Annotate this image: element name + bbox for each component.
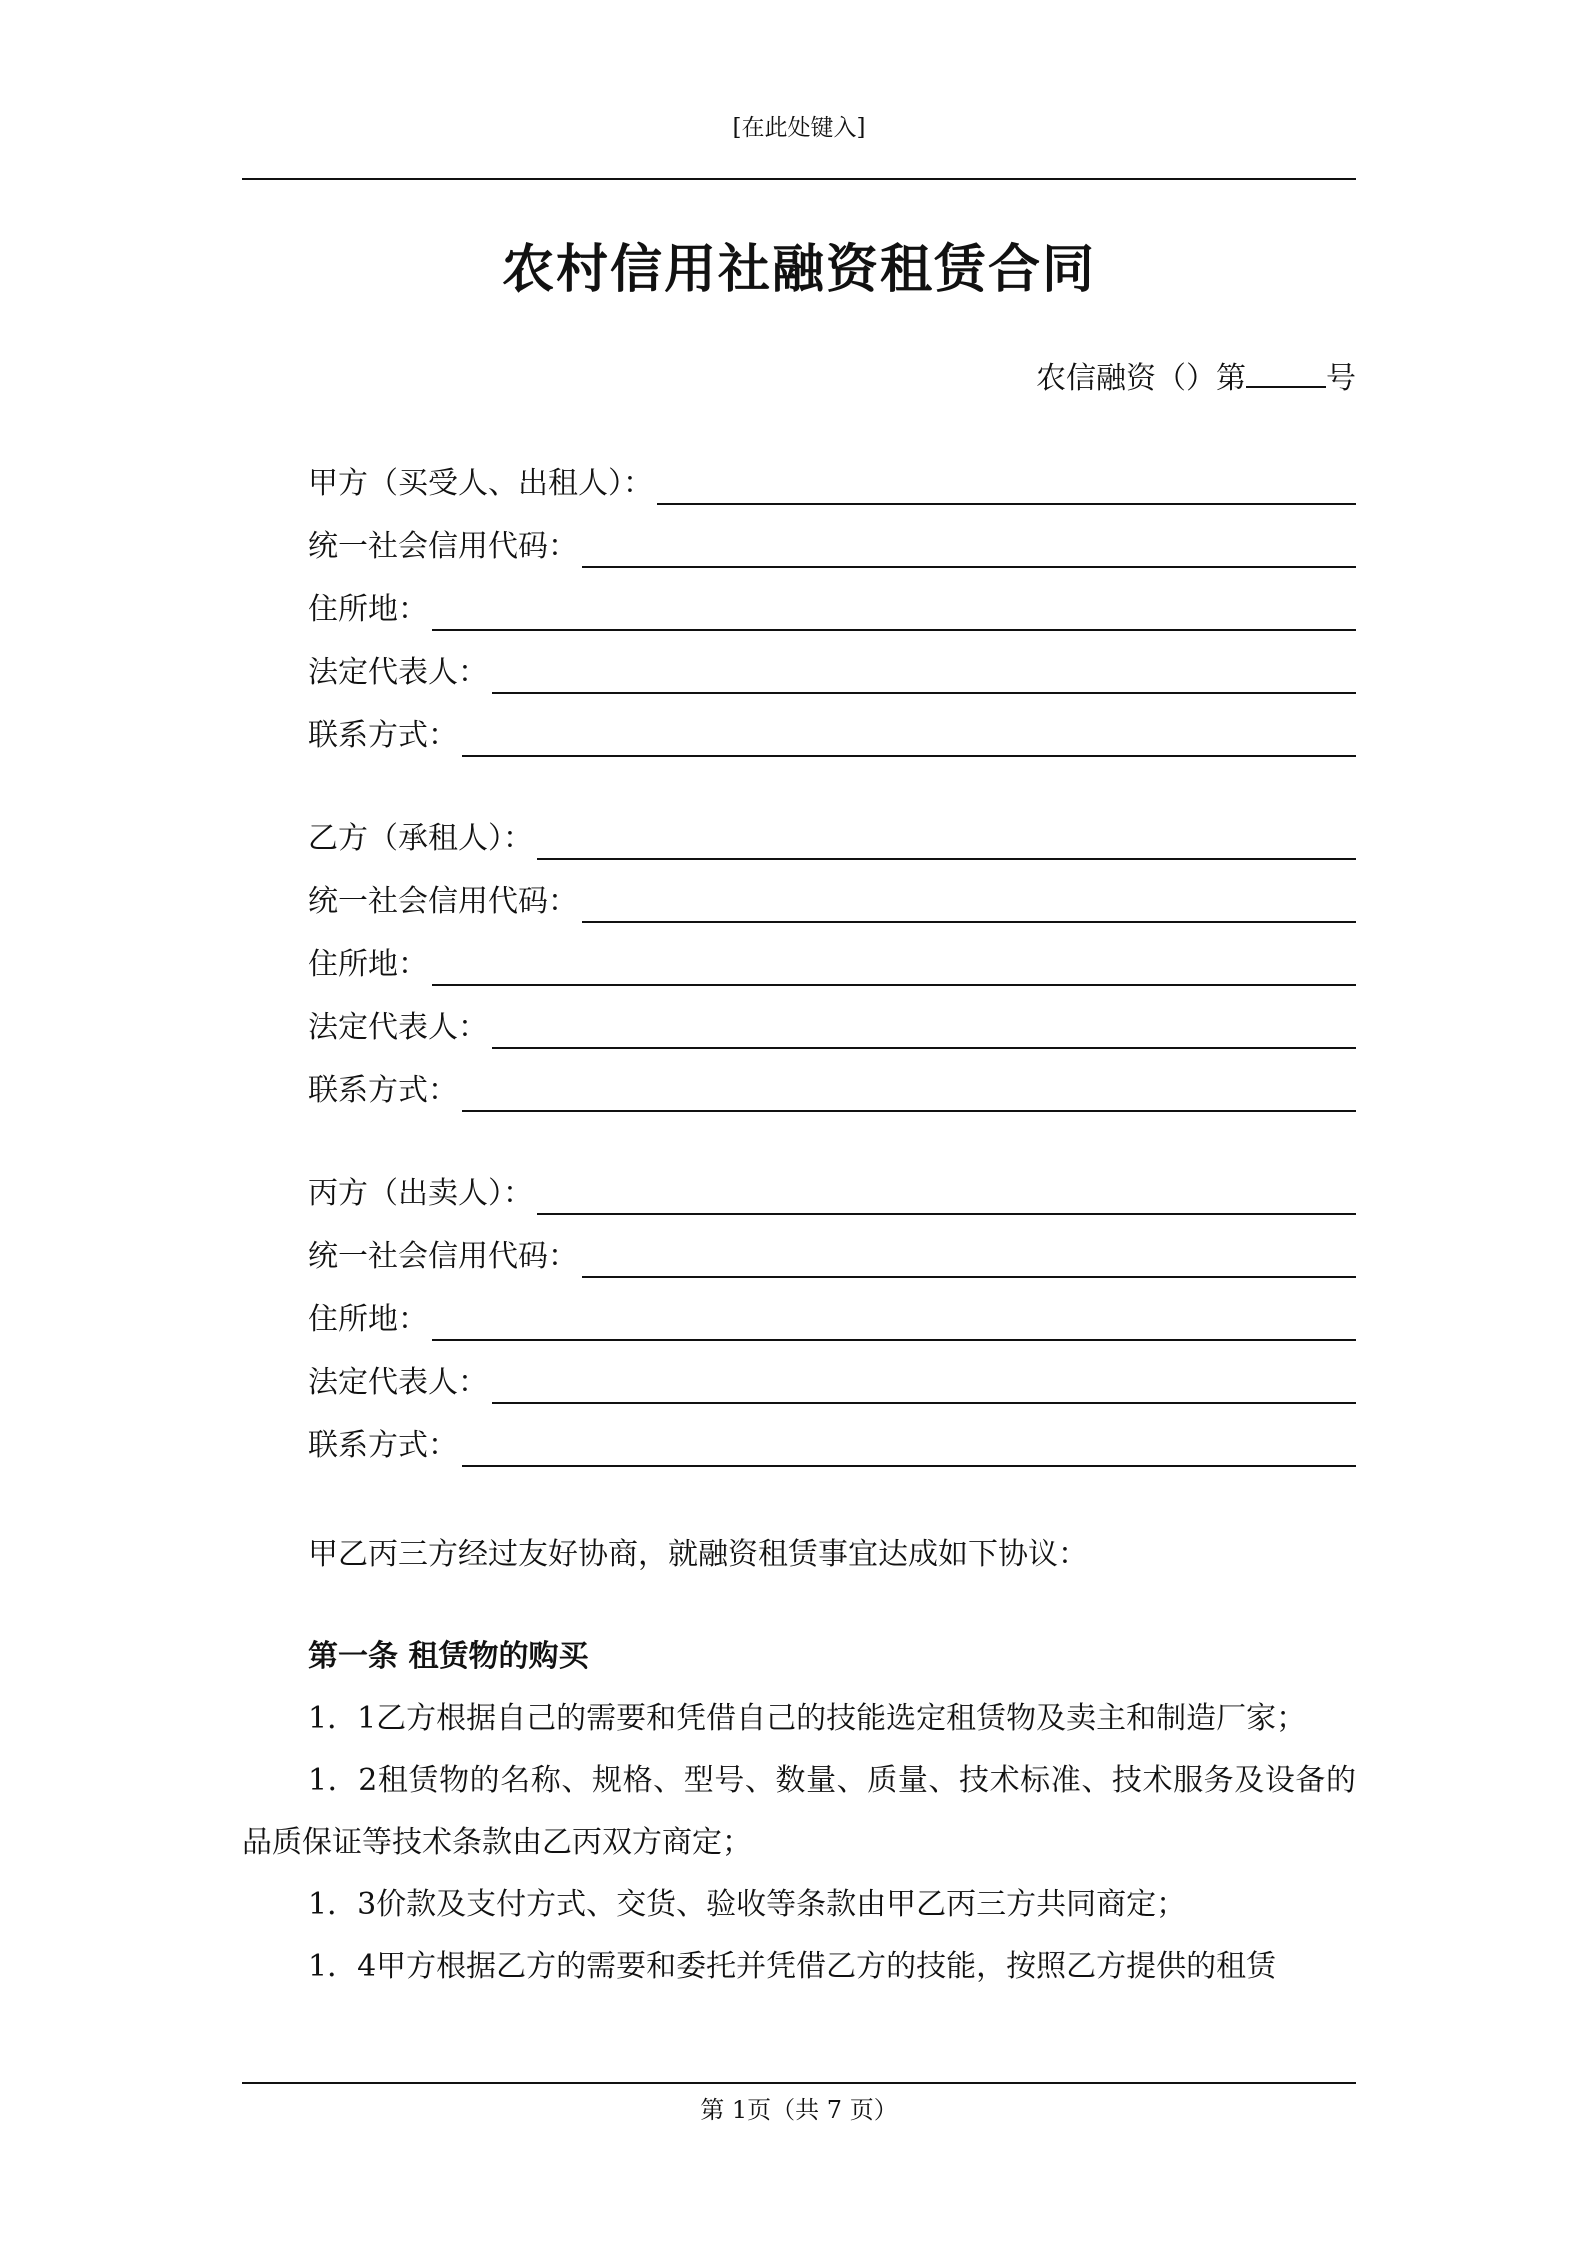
field-label: 法定代表人： — [308, 655, 488, 690]
field-label: 统一社会信用代码： — [308, 529, 578, 564]
field-label: 法定代表人： — [308, 1365, 488, 1400]
party-c-legal-rep-row — [308, 1349, 1356, 1412]
party-b-legal-rep-field[interactable] — [492, 1047, 1356, 1049]
party-a-credit-code-row — [308, 513, 1356, 576]
party-c-legal-rep-field[interactable] — [492, 1402, 1356, 1404]
party-c-name-field[interactable] — [537, 1213, 1356, 1215]
party-a-legal-rep-field[interactable] — [492, 692, 1356, 694]
party-b-contact-field[interactable] — [462, 1110, 1356, 1112]
party-c-section — [308, 1160, 1356, 1475]
field-label: 统一社会信用代码： — [308, 1239, 578, 1274]
party-b-name-field[interactable] — [537, 858, 1356, 860]
clause-1-3: 1．3价款及支付方式、交货、验收等条款由甲乙丙三方共同商定； — [308, 1887, 1187, 1922]
contract-number-blank[interactable] — [1246, 356, 1326, 388]
party-b-contact-row — [308, 1057, 1356, 1120]
contract-number — [1036, 354, 1356, 404]
field-label: 法定代表人： — [308, 1010, 488, 1045]
party-a-section — [308, 450, 1356, 765]
party-a-legal-rep-row — [308, 639, 1356, 702]
party-b-address-row — [308, 931, 1356, 994]
contract-number-suffix: 号 — [1326, 361, 1356, 396]
party-c-contact-row — [308, 1412, 1356, 1475]
party-a-credit-code-field[interactable] — [582, 566, 1356, 568]
clause-1-4: 1．4甲方根据乙方的需要和委托并凭借乙方的技能，按照乙方提供的租赁 — [308, 1949, 1277, 1984]
clause-1-2: 1．2租赁物的名称、规格、型号、数量、质量、技术标准、技术服务及设备的品质保证等技术条款由乙丙双方商定； — [242, 1763, 1356, 1860]
field-label: 住所地： — [308, 947, 428, 982]
party-a-name-field[interactable] — [657, 503, 1356, 505]
agreement-intro: 甲乙丙三方经过友好协商，就融资租赁事宜达成如下协议： — [308, 1537, 1088, 1572]
party-b-credit-code-field[interactable] — [582, 921, 1356, 923]
party-a-contact-row — [308, 702, 1356, 765]
party-b-name-row — [308, 805, 1356, 868]
header-rule — [242, 178, 1356, 180]
field-label: 联系方式： — [308, 1428, 458, 1463]
field-label: 丙方（出卖人）： — [308, 1176, 533, 1211]
party-c-contact-field[interactable] — [462, 1465, 1356, 1467]
party-a-contact-field[interactable] — [462, 755, 1356, 757]
party-c-credit-code-field[interactable] — [582, 1276, 1356, 1278]
field-label: 统一社会信用代码： — [308, 884, 578, 919]
party-c-address-field[interactable] — [432, 1339, 1356, 1341]
party-a-address-field[interactable] — [432, 629, 1356, 631]
field-label: 住所地： — [308, 592, 428, 627]
party-a-address-row — [308, 576, 1356, 639]
field-label: 联系方式： — [308, 1073, 458, 1108]
contract-number-prefix: 农信融资（）第 — [1036, 361, 1246, 396]
footer-rule — [242, 2082, 1356, 2084]
party-c-name-row — [308, 1160, 1356, 1223]
field-label: 乙方（承租人）： — [308, 821, 533, 856]
field-label: 住所地： — [308, 1302, 428, 1337]
field-label: 甲方（买受人、出租人）： — [308, 466, 653, 501]
party-b-legal-rep-row — [308, 994, 1356, 1057]
page-footer: 第 1页（共 7 页） — [700, 2096, 898, 2124]
party-c-credit-code-row — [308, 1223, 1356, 1286]
party-c-address-row — [308, 1286, 1356, 1349]
article-1-heading: 第一条 租赁物的购买 — [308, 1639, 589, 1674]
clause-1-1: 1．1乙方根据自己的需要和凭借自己的技能选定租赁物及卖主和制造厂家； — [308, 1701, 1307, 1736]
page-header[interactable]: [在此处键入] — [732, 115, 866, 141]
party-a-name-row — [308, 450, 1356, 513]
party-b-section — [308, 805, 1356, 1120]
party-b-credit-code-row — [308, 868, 1356, 931]
document-title: 农村信用社融资租赁合同 — [501, 239, 1096, 300]
party-b-address-field[interactable] — [432, 984, 1356, 986]
field-label: 联系方式： — [308, 718, 458, 753]
article-1-body — [242, 1688, 1356, 1998]
